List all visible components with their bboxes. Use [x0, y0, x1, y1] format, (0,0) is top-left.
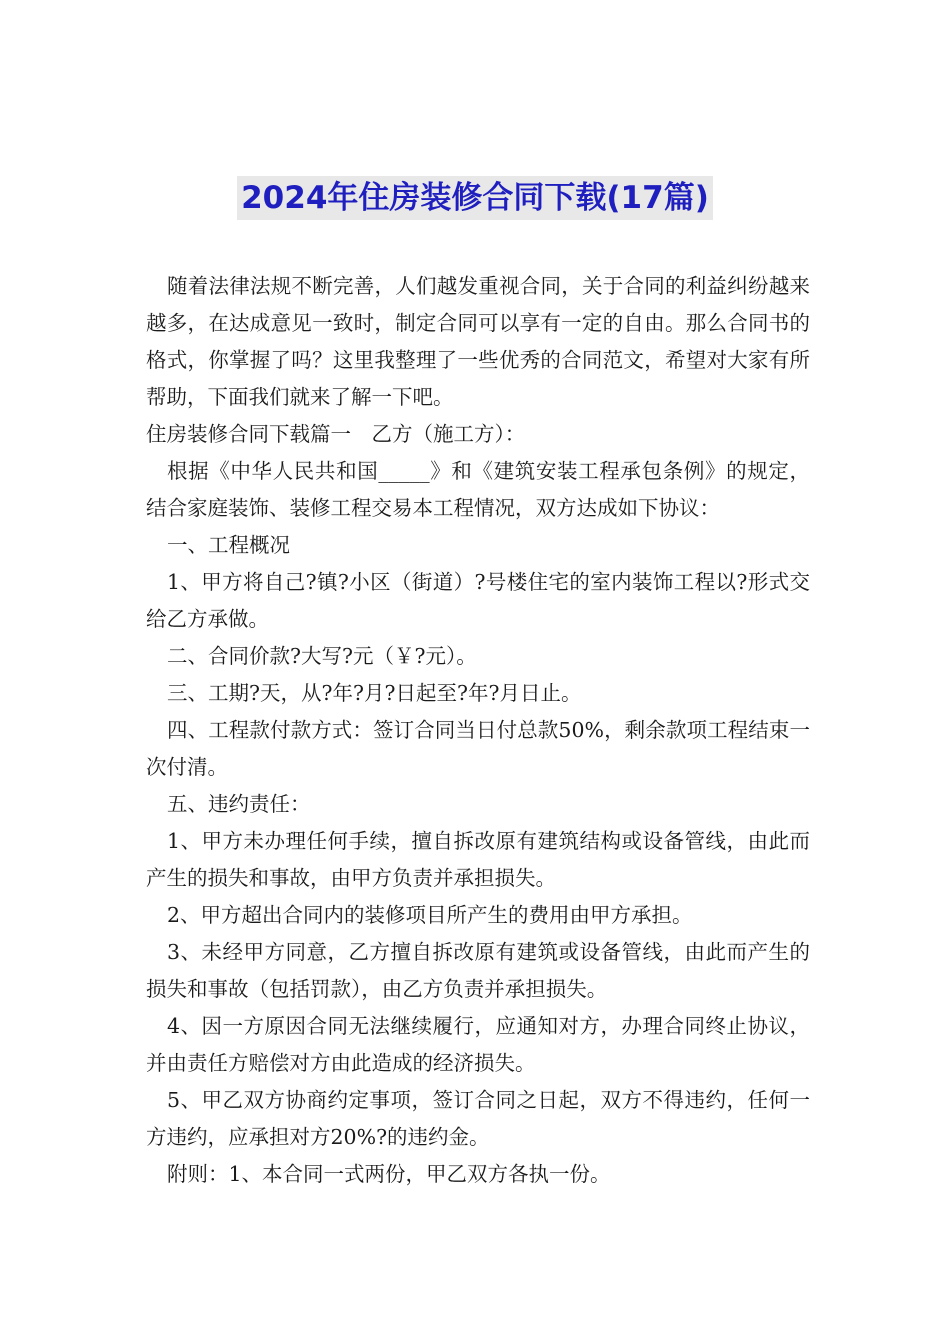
clause-item: 2、甲方超出合同内的装修项目所产生的费用由甲方承担。: [167, 903, 693, 927]
appendix-paragraph: 附则：1、本合同一式两份，甲乙双方各执一份。: [167, 1162, 611, 1186]
clause-heading-price: 二、合同价款?大写?元（￥?元）。: [167, 644, 477, 668]
document-title: 2024年住房装修合同下载(17篇): [237, 176, 713, 220]
clause-item: 1、甲方将自己?镇?小区（街道）?号楼住宅的室内装饰工程以?形式交给乙方承做。: [146, 570, 810, 631]
clause-item: 4、因一方原因合同无法继续履行，应通知对方，办理合同终止协议，并由责任方赔偿对方由此造成的经济损失。: [146, 1014, 810, 1075]
title-container: [0, 176, 950, 220]
clause-heading-period: 三、工期?天，从?年?月?日起至?年?月日止。: [167, 681, 582, 705]
clause-heading-overview: 一、工程概况: [167, 533, 290, 557]
clause-heading-liability: 五、违约责任：: [167, 792, 311, 816]
basis-paragraph: 根据《中华人民共和国_____》和《建筑安装工程承包条例》的规定，结合家庭装饰、装修工程交易本工程情况，双方达成如下协议：: [146, 459, 810, 520]
intro-paragraph: 随着法律法规不断完善，人们越发重视合同，关于合同的利益纠纷越来越多，在达成意见一致时，制定合同可以享有一定的自由。那么合同书的格式，你掌握了吗？这里我整理了一些优秀的合同范文，希望对大家有所帮助，下面我们就来了解一下吧。: [146, 274, 810, 409]
section-heading: 住房装修合同下载篇一 乙方（施工方）：: [146, 422, 526, 446]
clause-item: 1、甲方未办理任何手续，擅自拆改原有建筑结构或设备管线，由此而产生的损失和事故，由甲方负责并承担损失。: [146, 829, 810, 890]
clause-heading-payment: 四、工程款付款方式：签订合同当日付总款50%，剩余款项工程结束一次付清。: [146, 718, 810, 779]
clause-item: 3、未经甲方同意，乙方擅自拆改原有建筑或设备管线，由此而产生的损失和事故（包括罚款），由乙方负责并承担损失。: [146, 940, 810, 1001]
document-body: [146, 268, 810, 1193]
clause-item: 5、甲乙双方协商约定事项，签订合同之日起，双方不得违约，任何一方违约，应承担对方20%?的违约金。: [146, 1088, 810, 1149]
